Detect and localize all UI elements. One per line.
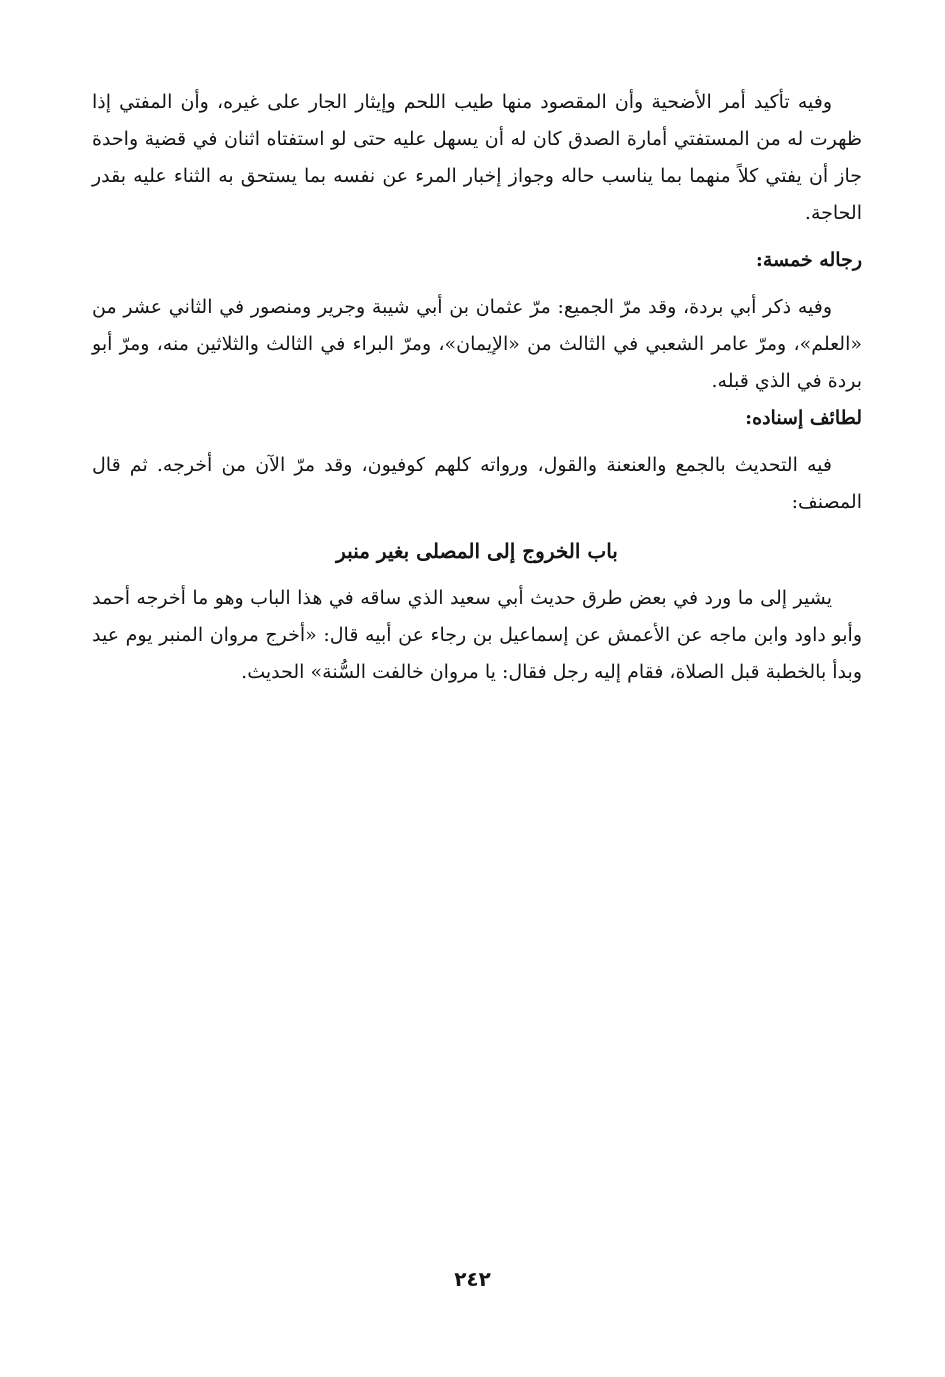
isnad-heading: لطائف إسناده: — [745, 407, 862, 429]
isnad-paragraph: فيه التحديث بالجمع والعنعنة والقول، ورواته كلهم كوفيون، وقد مرّ الآن من أخرجه. ثم قال المصنف: — [92, 454, 862, 513]
narrators-heading: رجاله خمسة: — [755, 249, 862, 271]
intro-paragraph: وفيه تأكيد أمر الأضحية وأن المقصود منها طيب اللحم وإيثار الجار على غيره، وأن المفتي إذا ظهرت له من المستفتي أمارة الصدق كان له أن يسهل عليه حتى لو استفتاه اثنان في قضية واحدة جاز أن يفتي كلاً منهما بما يناسب حاله وجواز إخبار المرء عن نفسه بما يستحق به الثناء عليه بقدر الحاجة. — [92, 91, 862, 224]
chapter-title: باب الخروج إلى المصلى بغير منبر — [336, 539, 618, 563]
chapter-body-paragraph: يشير إلى ما ورد في بعض طرق حديث أبي سعيد الذي ساقه في هذا الباب وهو ما أخرجه أحمد وأبو داود وابن ماجه عن الأعمش عن إسماعيل بن رجاء عن أبيه قال: «أخرج مروان المنبر يوم عيد وبدأ بالخطبة قبل الصلاة، فقام إليه رجل فقال: يا مروان خالفت السُّنة» الحديث. — [92, 587, 862, 683]
narrators-paragraph: وفيه ذكر أبي بردة، وقد مرّ الجميع: مرّ عثمان بن أبي شيبة وجرير ومنصور في الثاني عشر من «العلم»، ومرّ عامر الشعبي في الثالث من «الإيمان»، ومرّ البراء في الثالث والثلاثين منه، ومرّ أبو بردة في الذي قبله. — [92, 296, 862, 392]
page-body — [92, 84, 862, 691]
page-number: ٢٤٢ — [454, 1267, 491, 1291]
